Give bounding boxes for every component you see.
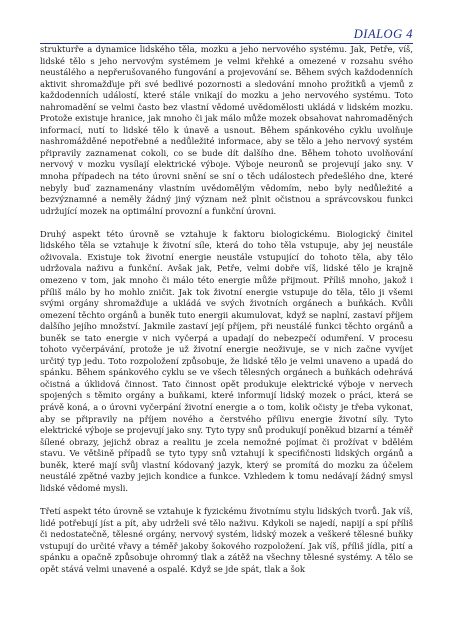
paragraph-3: Třetí aspekt této úrovně se vztahuje k fyzickému životnímu stylu lidských tvorů. Jak víš, lidé potřebují jíst a pít, aby udrželi své tělo naživu. Kdykoli se najedí, napijí a spí příliš či nedostatečně, tělesné orgány, nervový systém, lidský mozek a veškeré tělesné buňky vstupují do určité vřavy a téměř jakoby šokového rozpoložení. Jak víš, příliš jídla, pití a spánku a opačně způsobuje ohromný tlak a zátěž na všechny tělesné systémy. A tělo se opět stává velmi unavené a ospalé. Když se jde spát, tlak a šok [40, 505, 413, 574]
header-title: DIALOG 4 [353, 27, 413, 41]
paragraph-2: Druhý aspekt této úrovně se vztahuje k faktoru biologickému. Biologický činitel lidského těla se vztahuje k životní síle, která do toho těla vstupuje, aby jej neustále oživovala. Existuje tok životní energie neustále vstupující do tohoto těla, aby tělo udržovala naživu a funkční. Avšak jak, Petře, velmi dobře víš, lidské tělo je krajně omezeno v tom, jak mnoho či málo této energie může přijmout. Příliš mnoho, jakož i příliš málo by ho mohlo zničit. Jak tok životní energie vstupuje do těla, tělo ji všemi svými orgány shromažďuje a ukládá ve svých životních orgánech a buňkách. Kvůli omezení těchto orgánů a buněk tuto energii akumulovat, když se naplní, zastaví příjem dalšího jejího množství. Jakmile zastaví její příjem, při neustálé funkci těchto orgánů a buněk se tato energie v nich vyčerpá a upadají do nebezpečí odumření. V procesu tohoto vyčerpávání, protože je už životní energie neoživuje, se v nich začne vyvíjet určitý typ jedu. Toto rozpoložení způsobuje, že lidské tělo je velmi unaveno a upadá do spánku. Během spánkového cyklu se ve všech tělesných orgánech a buňkách odehrává očistná a úklidová činnost. Tato činnost opět produkuje elektrické výboje v nervech spojených s těmito orgány a buňkami, které informují lidský mozek o práci, která se právě koná, a o úrovni vyčerpání životní energie a o tom, kolik očisty je třeba vykonat, aby se připravily na příjem nového a čerstvého přílivu energie životní síly. Tyto elektrické výboje se projevují jako sny. Tyto typy snů produkují poněkud bizarní a téměř šílené obrazy, jejichž obraz a realitu je zcela nemožné pojímat či prožívat v bdělém stavu. Ve většině případů se tyto typy snů vztahují k specifičnosti lidských orgánů a buněk, které mají svůj vlastní kódovaný jazyk, který se promítá do mozku za účelem neustálé zpětné vazby jejich kondice a funkce. Vzhledem k tomu nedávají žádný smysl lidské vědomé mysli. [40, 228, 413, 493]
body-text [40, 44, 413, 575]
paragraph-1: strukturře a dynamice lidského těla, mozku a jeho nervového systému. Jak, Petře, víš, lidské tělo s jeho nervovým systémem je velmi křehké a omezené v rozsahu svého neustálého a nepřerušovaného fungování a projevování se. Během svých každodenních aktivit shromažďuje při své bedlivé pozornosti a sledování mnoho prožitků a vjemů z každodenních událostí, které stále vnikají do mozku a jeho nervového systému. Toto nahromadění se velmi často bez vlastní vědomé uvědomělosti ukládá v lidském mozku. Protože existuje hranice, jak mnoho či jak málo může mozek obsahovat nahromaděných informací, nutí to lidské tělo k únavě a usnout. Během spánkového cyklu uvolňuje nashromážděné nepotřebné a nedůležité informace, aby se tělo a jeho nervový systém připravily zaznamenat cokoli, co se bude dít dalšího dne. Během tohoto uvolňování nervový v mozku vysílají elektrické výboje. Výboje neuronů se projevují jako sny. V mnoha případech na této úrovni snění se sní o těch událostech předešlého dne, které nebyly buď zaznamenány vlastním uvědomělým vědomím, nebo byly nedůležité a bezvýznamné a neměly žádný jiný význam než plnit očistnou a správcovskou funkci udržující mozek na optimální provozní a funkční úrovni. [40, 44, 413, 216]
running-header [40, 27, 413, 44]
